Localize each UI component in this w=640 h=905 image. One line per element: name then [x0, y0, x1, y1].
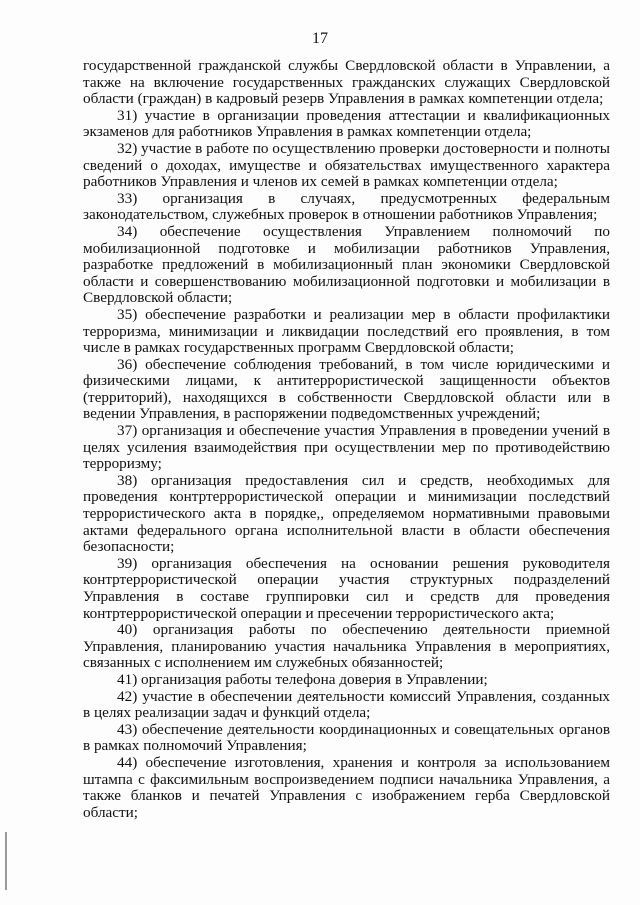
paragraph-continuation: государственной гражданской службы Свердловской области в Управлении, а также на включение государственных гражданских служащих Свердловской области (граждан) в кадровый резерв Управления в рамках компетенции отдела; — [83, 57, 610, 108]
paragraph-item-33: 33) организация в случаях, предусмотренных федеральным законодательством, служебных проверок в отношении работников Управления; — [83, 189, 610, 224]
scan-edge-mark — [5, 832, 7, 890]
paragraph-item-37: 37) организация и обеспечение участия Управления в проведении учений в целях усиления взаимодействия при осуществлении мер по противодействию терроризму; — [83, 422, 610, 473]
page-number: 17 — [312, 30, 328, 47]
paragraph-item-34: 34) обеспечение осуществления Управлением полномочий по мобилизационной подготовке и мобилизации работников Управления, разработке предложений в мобилизационный план экономики Свердловской области и совершенствованию мобилизационной подготовки и мобилизации в Свердловской области; — [83, 222, 610, 307]
paragraph-item-43: 43) обеспечение деятельности координационных и совещательных органов в рамках полномочий Управления; — [83, 720, 610, 755]
paragraph-item-41: 41) организация работы телефона доверия в Управлении; — [117, 670, 488, 688]
paragraph-item-39: 39) организация обеспечения на основании решения руководителя контртеррористической операции участия структурных подразделений Управления в составе группировки сил и средств для проведения контртеррористической операции и пресечении террористического акта; — [83, 554, 610, 622]
paragraph-item-35: 35) обеспечение разработки и реализации мер в области профилактики терроризма, минимизации и ликвидации последствий его проявления, в том числе в рамках государственных программ Свердловской области; — [83, 305, 610, 357]
paragraph-item-36: 36) обеспечение соблюдения требований, в том числе юридическими и физическими лицами, к антитеррористической защищенности объектов (территорий), находящихся в собственности Свердловской области или в ведении Управления, в распоряжении подведомственных учреждений; — [83, 355, 610, 423]
paragraph-item-31: 31) участие в организации проведения аттестации и квалификационных экзаменов для работников Управления в рамках компетенции отдела; — [83, 106, 610, 141]
paragraph-item-40: 40) организация работы по обеспечению деятельности приемной Управления, планированию участия начальника Управления в мероприятиях, связанных с исполнением им служебных обязанностей; — [83, 621, 610, 672]
paragraph-item-42: 42) участие в обеспечении деятельности комиссий Управления, созданных в целях реализации задач и функций отдела; — [83, 687, 610, 722]
paragraph-item-32: 32) участие в работе по осуществлению проверки достоверности и полноты сведений о доходах, имуществе и обязательствах имущественного характера работников Управления и членов их семей в рамках компетенции отдела; — [83, 139, 610, 191]
paragraph-item-38: 38) организация предоставления сил и средств, необходимых для проведения контртеррористической операции и минимизации последствий террористического акта в порядке,, определяемом нормативными правовыми актами федерального органа исполнительной власти в области обеспечения безопасности; — [83, 471, 610, 556]
document-body — [83, 58, 610, 821]
paragraph-item-44: 44) обеспечение изготовления, хранения и контроля за использованием штампа с факсимильным воспроизведением подписи начальника Управления, а также бланков и печатей Управления с изображением герба Свердловской области; — [83, 753, 610, 821]
